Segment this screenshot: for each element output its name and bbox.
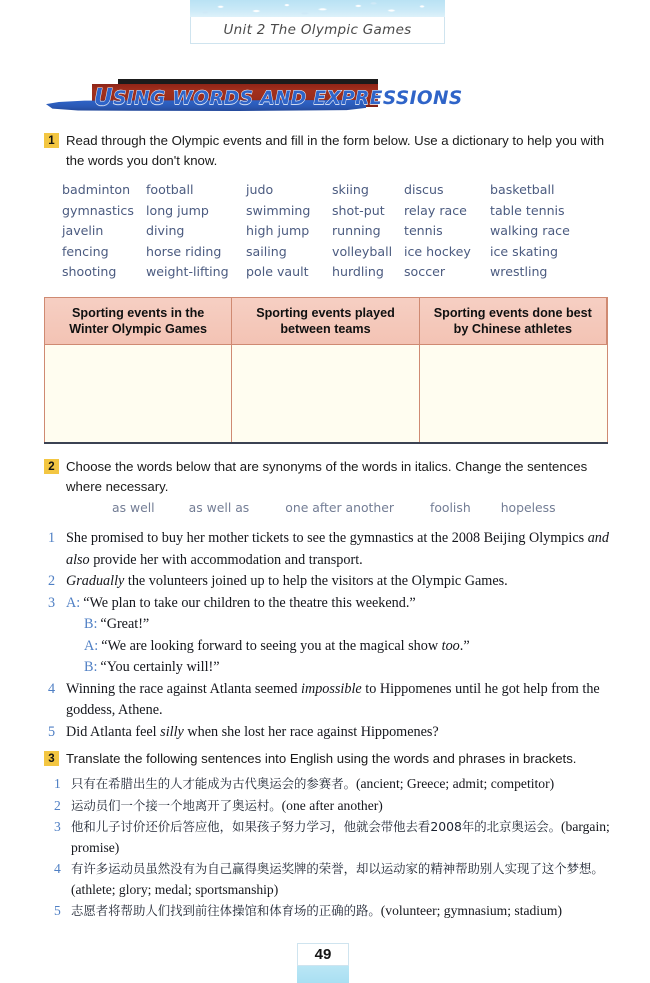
sentence-part: She promised to buy her mother tickets to see the gymnastics at the 2008 Beijing Olympics xyxy=(66,530,588,546)
item-number: 2 xyxy=(54,797,61,813)
word-bank-item: weight-lifting xyxy=(146,264,229,279)
word-bank-item: badminton xyxy=(62,182,131,197)
olympic-events-word-bank xyxy=(62,180,622,283)
sentence-part: the volunteers joined up to help the visitors at the Olympic Games. xyxy=(124,573,508,589)
word-bank-item: wrestling xyxy=(490,264,548,279)
dialogue-text: “You certainly will!” xyxy=(100,659,220,675)
italic-target-word: silly xyxy=(160,723,184,740)
item-text xyxy=(71,774,626,795)
bracket-hints: (one after another) xyxy=(281,797,383,813)
item-number: 3 xyxy=(48,594,56,611)
banner-title-rest: SING WORDS AND EXPRESSIONS xyxy=(113,87,463,109)
page-number: 49 xyxy=(314,946,332,963)
bracket-hints: (volunteer; gymnasium; stadium) xyxy=(380,903,562,918)
item-text xyxy=(71,901,626,922)
word-bank-item: walking race xyxy=(490,223,570,238)
chinese-sentence: 有许多运动员虽然没有为自己赢得奥运奖牌的荣誉，却以运动家的精神帮助别人实现了这个梦想。 xyxy=(71,861,604,876)
word-bank-item: fencing xyxy=(62,243,109,259)
bracket-hints: (bargain; promise) xyxy=(71,819,610,855)
dialogue-text: .” xyxy=(459,637,470,654)
word-bank-item: long jump xyxy=(146,202,209,218)
word-bank-item: volleyball xyxy=(332,243,393,259)
word-bank-item: horse riding xyxy=(146,243,222,259)
word-bank-item: pole vault xyxy=(246,264,309,279)
word-bank-item: discus xyxy=(404,182,444,197)
sentence-part: provide her with accommodation and transport. xyxy=(89,551,363,568)
item-number: 5 xyxy=(48,723,56,740)
page-number-block xyxy=(297,943,349,983)
sentence-part: when she lost her race against Hippomenes? xyxy=(183,723,439,740)
table-header-team-events: Sporting events played between teams xyxy=(232,298,419,345)
list-item xyxy=(54,817,626,858)
item-number: 5 xyxy=(54,903,61,918)
item-number: 2 xyxy=(48,573,56,589)
chinese-sentence: 志愿者将帮助人们找到前往体操馆和体育场的正确的路。 xyxy=(71,903,381,918)
bracket-hints: (ancient; Greece; admit; competitor) xyxy=(355,776,555,791)
table-cell-answer-area[interactable] xyxy=(420,345,607,442)
exercise-2-instruction: Choose the words below that are synonyms of the words in italics. Change the sentences where necessary. xyxy=(66,459,588,494)
page-number-box xyxy=(297,943,349,966)
exercise-3-number: 3 xyxy=(44,751,59,766)
banner-title xyxy=(94,84,463,111)
item-text xyxy=(71,796,626,817)
item-text xyxy=(66,571,626,593)
item-text xyxy=(66,722,626,744)
list-item xyxy=(48,722,626,744)
item-text xyxy=(66,679,626,722)
running-head xyxy=(190,0,445,44)
list-item xyxy=(48,593,626,679)
word-bank-item: tennis xyxy=(404,223,443,238)
word-bank-item: gymnastics xyxy=(62,202,134,218)
list-item xyxy=(48,528,626,571)
word-bank-item: sailing xyxy=(246,243,287,259)
table-base-rule xyxy=(44,442,608,444)
bracket-hints: (athlete; glory; medal; sportsmanship) xyxy=(71,881,279,897)
word-bank-item: ice skating xyxy=(490,243,558,259)
exercise-2-sentence-list xyxy=(48,528,626,743)
item-text xyxy=(66,528,626,571)
item-number: 1 xyxy=(48,530,56,546)
item-number: 1 xyxy=(54,776,61,791)
synonym-item: one after another xyxy=(285,500,394,515)
speaker-label: A: xyxy=(66,594,81,611)
exercise-3-translation-list xyxy=(54,774,626,923)
speaker-label: A: xyxy=(84,637,99,654)
item-text xyxy=(71,817,626,858)
running-head-title: Unit 2 The Olympic Games xyxy=(223,22,412,38)
synonym-item: as well as xyxy=(188,500,250,515)
water-texture-band xyxy=(190,0,445,17)
item-text xyxy=(66,593,626,679)
word-bank-item: shot-put xyxy=(332,202,385,218)
exercise-2-number: 2 xyxy=(44,459,59,474)
chinese-sentence: 运动员们一个接一个地离开了奥运村。 xyxy=(71,797,282,813)
dialogue-line xyxy=(66,657,626,679)
item-text xyxy=(71,859,626,900)
word-bank-item: diving xyxy=(146,223,185,238)
word-bank-item: shooting xyxy=(62,264,117,279)
list-item xyxy=(54,796,626,817)
word-bank-item: running xyxy=(332,223,381,238)
banner-title-initial: U xyxy=(94,84,114,111)
word-bank-item: football xyxy=(146,182,194,197)
exercise-3-instruction: Translate the following sentences into English using the words and phrases in brackets. xyxy=(66,751,577,766)
speaker-label: B: xyxy=(84,659,98,675)
dialogue-text: “We plan to take our children to the theatre this weekend.” xyxy=(83,594,416,611)
chinese-sentence: 他和儿子讨价还价后答应他，如果孩子努力学习，他就会带他去看2008年的北京奥运会。 xyxy=(71,819,561,834)
synonym-item: as well xyxy=(112,500,155,515)
table-cell-answer-area[interactable] xyxy=(45,345,232,442)
item-number: 4 xyxy=(48,680,56,697)
sentence-part: Winning the race against Atlanta seemed xyxy=(66,680,302,697)
section-banner xyxy=(46,79,463,113)
exercise-1-number: 1 xyxy=(44,133,59,148)
item-number: 3 xyxy=(54,819,61,834)
synonym-item: foolish xyxy=(429,500,471,515)
dialogue-text: “Great!” xyxy=(100,616,150,632)
word-bank-item: hurdling xyxy=(332,264,384,279)
table-header-winter-olympic: Sporting events in the Winter Olympic Games xyxy=(45,298,232,345)
table-cell-answer-area[interactable] xyxy=(232,345,419,442)
word-bank-item: swimming xyxy=(246,202,311,218)
table-header-chinese-athletes: Sporting events done best by Chinese athletes xyxy=(420,298,607,345)
italic-target-word: impossible xyxy=(301,680,362,697)
italic-target-word: and also xyxy=(66,530,609,568)
synonym-word-bank xyxy=(112,500,592,515)
list-item xyxy=(48,571,626,593)
dialogue-line xyxy=(66,636,626,658)
list-item xyxy=(54,774,626,795)
sentence-part: to Hippomenes until he got help from the goddess, Athene. xyxy=(66,680,600,718)
word-bank-item: high jump xyxy=(246,223,310,238)
dialogue-text: “We are looking forward to seeing you at the magical show xyxy=(101,637,442,654)
synonym-item: hopeless xyxy=(500,500,556,515)
dialogue-line xyxy=(66,614,626,636)
word-bank-item: skiing xyxy=(332,182,369,197)
word-bank-item: soccer xyxy=(404,264,446,279)
running-head-bar xyxy=(190,17,445,44)
item-number: 4 xyxy=(54,861,61,876)
list-item xyxy=(54,901,626,922)
page-number-water-band xyxy=(297,966,349,983)
word-bank-item: judo xyxy=(246,182,274,197)
word-bank-item: javelin xyxy=(62,223,104,238)
word-bank-item: table tennis xyxy=(490,202,565,218)
word-bank-item: ice hockey xyxy=(404,243,471,259)
list-item xyxy=(48,679,626,722)
list-item xyxy=(54,859,626,900)
word-bank-item: relay race xyxy=(404,202,467,218)
classification-form-table xyxy=(44,297,608,443)
sentence-part: Did Atlanta feel xyxy=(66,723,161,740)
chinese-sentence: 只有在希腊出生的人才能成为古代奥运会的参赛者。 xyxy=(71,776,356,791)
italic-target-word: Gradually xyxy=(66,573,125,589)
italic-target-word: too xyxy=(441,637,460,654)
exercise-1-instruction: Read through the Olympic events and fill in the form below. Use a dictionary to help you with the words you don't know. xyxy=(66,133,605,168)
word-bank-item: basketball xyxy=(490,182,555,197)
speaker-label: B: xyxy=(84,616,98,632)
dialogue-line xyxy=(66,593,626,615)
